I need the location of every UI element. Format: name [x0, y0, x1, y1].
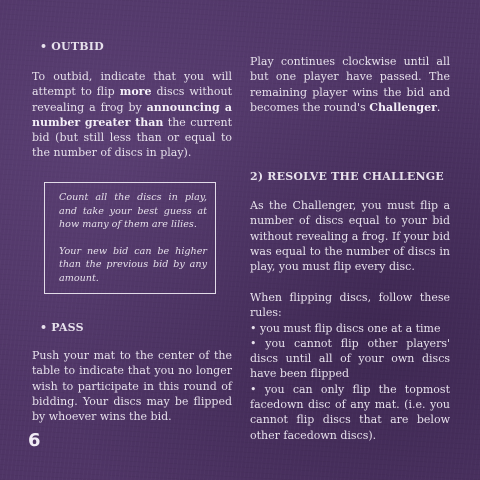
rule-item: • you must flip discs one at a time — [250, 321, 441, 335]
rule-item: • you cannot flip other players' discs until all of your own discs have been flipped — [250, 336, 450, 381]
play-bold-challenger: Challenger — [369, 100, 437, 114]
outbid-text-1: To outbid, indicate that you will attempt to flip — [32, 70, 232, 99]
play-paragraph — [250, 54, 450, 115]
resolve-paragraph: As the Challenger, you must flip a number of discs equal to your bid without revealing a frog. If your bid was equal to the number of discs in play, you must flip every disc. — [250, 199, 451, 274]
play-text-1: Play continues clockwise until all but one player have passed. The remaining player wins the bid and becomes the round's — [250, 55, 450, 114]
rules-intro: When flipping discs, follow these rules: — [250, 291, 450, 320]
outbid-text-2: discs without revealing a frog by — [32, 85, 233, 114]
outbid-text-3: the current bid (but still less than or equal to the number of discs in play). — [32, 115, 232, 160]
outbid-bold-more: more — [119, 85, 152, 99]
outbid-bold-announce: announcing a number greater than — [32, 100, 232, 129]
outbid-paragraph — [32, 69, 232, 161]
flip-rules — [250, 290, 450, 443]
play-text-2: . — [436, 100, 441, 114]
page-number: 6 — [28, 430, 41, 451]
pass-heading: • PASS — [40, 321, 84, 334]
tip-box — [44, 182, 216, 294]
tip-paragraph-2: Your new bid can be higher than the previous bid by any amount. — [59, 245, 207, 284]
outbid-heading: • OUTBID — [40, 40, 104, 53]
pass-paragraph: Push your mat to the center of the table to indicate that you no longer wish to participate in this round of bidding. Your discs may be flipped by whoever wins the bid. — [32, 349, 232, 424]
tip-paragraph-1: Count all the discs in play, and take your best guess at how many of them are lilies. — [59, 192, 207, 230]
rule-item: • you can only flip the topmost facedown disc of any mat. (i.e. you cannot flip discs that are below other facedown discs). — [250, 382, 450, 442]
resolve-heading: 2) RESOLVE THE CHALLENGE — [250, 170, 444, 183]
